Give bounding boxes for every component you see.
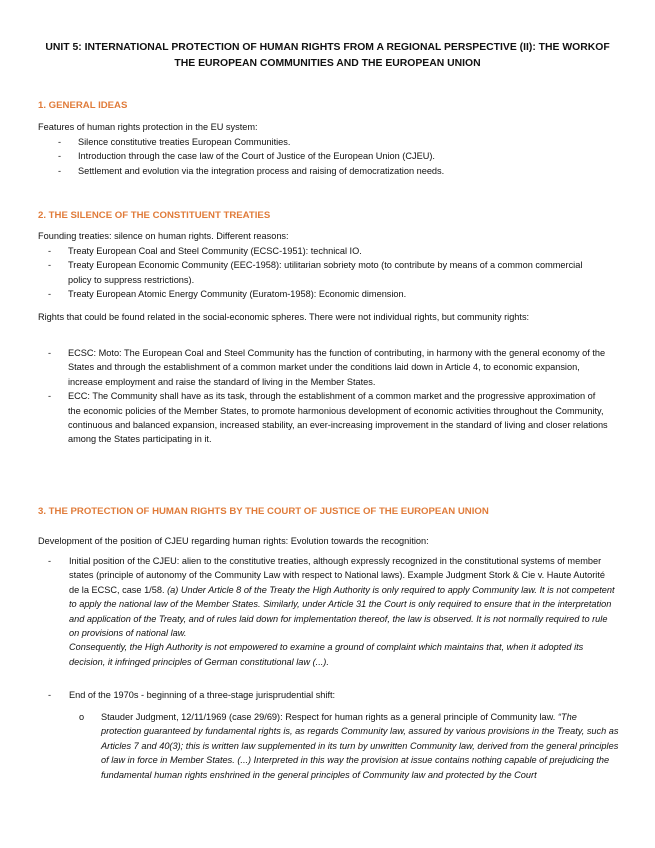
jurisprudential-shift: End of the 1970s - beginning of a three-stage jurisprudential shift: bbox=[69, 690, 336, 700]
section-2-paragraph: Rights that could be found related in the social-economic spheres. There were not individual rights, but community rights: bbox=[38, 312, 530, 322]
stauder-quote: “The protection guaranteed by fundamental rights is, as regards Community law, assured by various provisions in the Treaty, such as Articles 7 and 40(3); this is written law supplemented in its turn by unwritten Community law, derived from the general principles of law in force in Member States. (...) Interpreted in this way the provision at issue contains nothing capable of prejudicing the fundamental human rights enshrined in the general principles of Community law and protected by the Court bbox=[101, 712, 619, 780]
cjeu-initial-position: Initial position of the CJEU: alien to the constitutive treaties, although expressly recognized in the constitutional systems of member states (principle of autonomy of the Community Law with respect to National laws). Example Judgment Stork & Cie v. Haute Autorité de la ECSC, case 1/58. bbox=[69, 556, 606, 595]
dash-marker: - bbox=[58, 151, 62, 162]
section-3-list bbox=[48, 554, 617, 669]
dash-marker: - bbox=[48, 289, 52, 300]
section-2-rights-list bbox=[48, 346, 608, 447]
stork-quote-continued: Consequently, the High Authority is not empowered to examine a ground of complaint which maintains that, when it adopted its decision, it infringed principles of German constitutional law (...). bbox=[69, 642, 584, 667]
dash-marker: - bbox=[48, 260, 52, 271]
section-1-intro: Features of human rights protection in the EU system: bbox=[38, 122, 258, 132]
list-item bbox=[48, 688, 617, 702]
section-3-sublist bbox=[79, 710, 619, 782]
list-item: - ECC: The Community shall have as its task, through the establishment of a common market and the progressive approximation of the economic policies of the Member States, to promote harmonious development of economic activities throughout the Community, continuous and balanced expansion, increased stability, an ever-increasing improvement in the standard of living and closer relations among the States participating in it. bbox=[48, 391, 608, 445]
section-3-list-2 bbox=[48, 688, 617, 702]
list-item bbox=[48, 554, 617, 669]
section-3-intro: Development of the position of CJEU regarding human rights: Evolution towards the recognition: bbox=[38, 536, 429, 546]
section-1-heading: 1. GENERAL IDEAS bbox=[38, 100, 128, 111]
dash-marker: - bbox=[48, 348, 52, 358]
list-item: - Treaty European Economic Community (EEC-1958): utilitarian sobriety moto (to contribute by means of a common commercial policy to suppress restrictions). bbox=[48, 260, 583, 285]
section-2-list bbox=[48, 244, 608, 302]
dash-marker: - bbox=[48, 690, 52, 700]
section-2-intro: Founding treaties: silence on human rights. Different reasons: bbox=[38, 231, 289, 241]
dash-marker: - bbox=[48, 391, 52, 402]
stauder-judgment: Stauder Judgment, 12/11/1969 (case 29/69): Respect for human rights as a general principle of Community law. bbox=[101, 712, 556, 722]
circle-marker: o bbox=[79, 712, 85, 722]
section-1-list bbox=[58, 135, 618, 178]
page-title: UNIT 5: INTERNATIONAL PROTECTION OF HUMAN RIGHTS FROM A REGIONAL PERSPECTIVE (II): THE WORKOF THE EUROPEAN COMMUNITIES AND THE EUROPEAN UNION bbox=[45, 42, 610, 69]
dash-marker: - bbox=[58, 137, 62, 147]
dash-marker: - bbox=[48, 556, 52, 566]
section-2-heading: 2. THE SILENCE OF THE CONSTITUENT TREATIES bbox=[38, 210, 271, 221]
dash-marker: - bbox=[58, 165, 62, 176]
list-item: - Settlement and evolution via the integration process and raising of democratization needs. bbox=[78, 164, 618, 178]
section-3-heading: 3. THE PROTECTION OF HUMAN RIGHTS BY THE COURT OF JUSTICE OF THE EUROPEAN UNION bbox=[38, 506, 489, 517]
list-item: - Treaty European Atomic Energy Community (Euratom-1958): Economic dimension. bbox=[68, 287, 608, 301]
list-item: - Treaty European Coal and Steel Community (ECSC-1951): technical IO. bbox=[68, 244, 608, 258]
dash-marker: - bbox=[48, 246, 52, 256]
list-item: - Introduction through the case law of the Court of Justice of the European Union (CJEU). bbox=[78, 149, 618, 163]
list-item: - Silence constitutive treaties European Communities. bbox=[78, 135, 618, 149]
stork-quote: (a) Under Article 8 of the Treaty the High Authority is only required to apply Community law. It is not competent to apply the national law of the Member States. Similarly, under Article 31 the Court is only required to ensure that in the interpretation and application of the Treaty, and of rules laid down for implementation thereof, the law is observed. It is not normally required to rule on provisions of national law. bbox=[69, 584, 615, 639]
list-item bbox=[79, 710, 619, 782]
list-item: - ECSC: Moto: The European Coal and Steel Community has the function of contributing, in harmony with the general economy of the States and through the establishment of a common market under the conditions laid down in Article 4, to economic expansion, increase employment and raise the standard of living in the Member States. bbox=[48, 348, 606, 387]
